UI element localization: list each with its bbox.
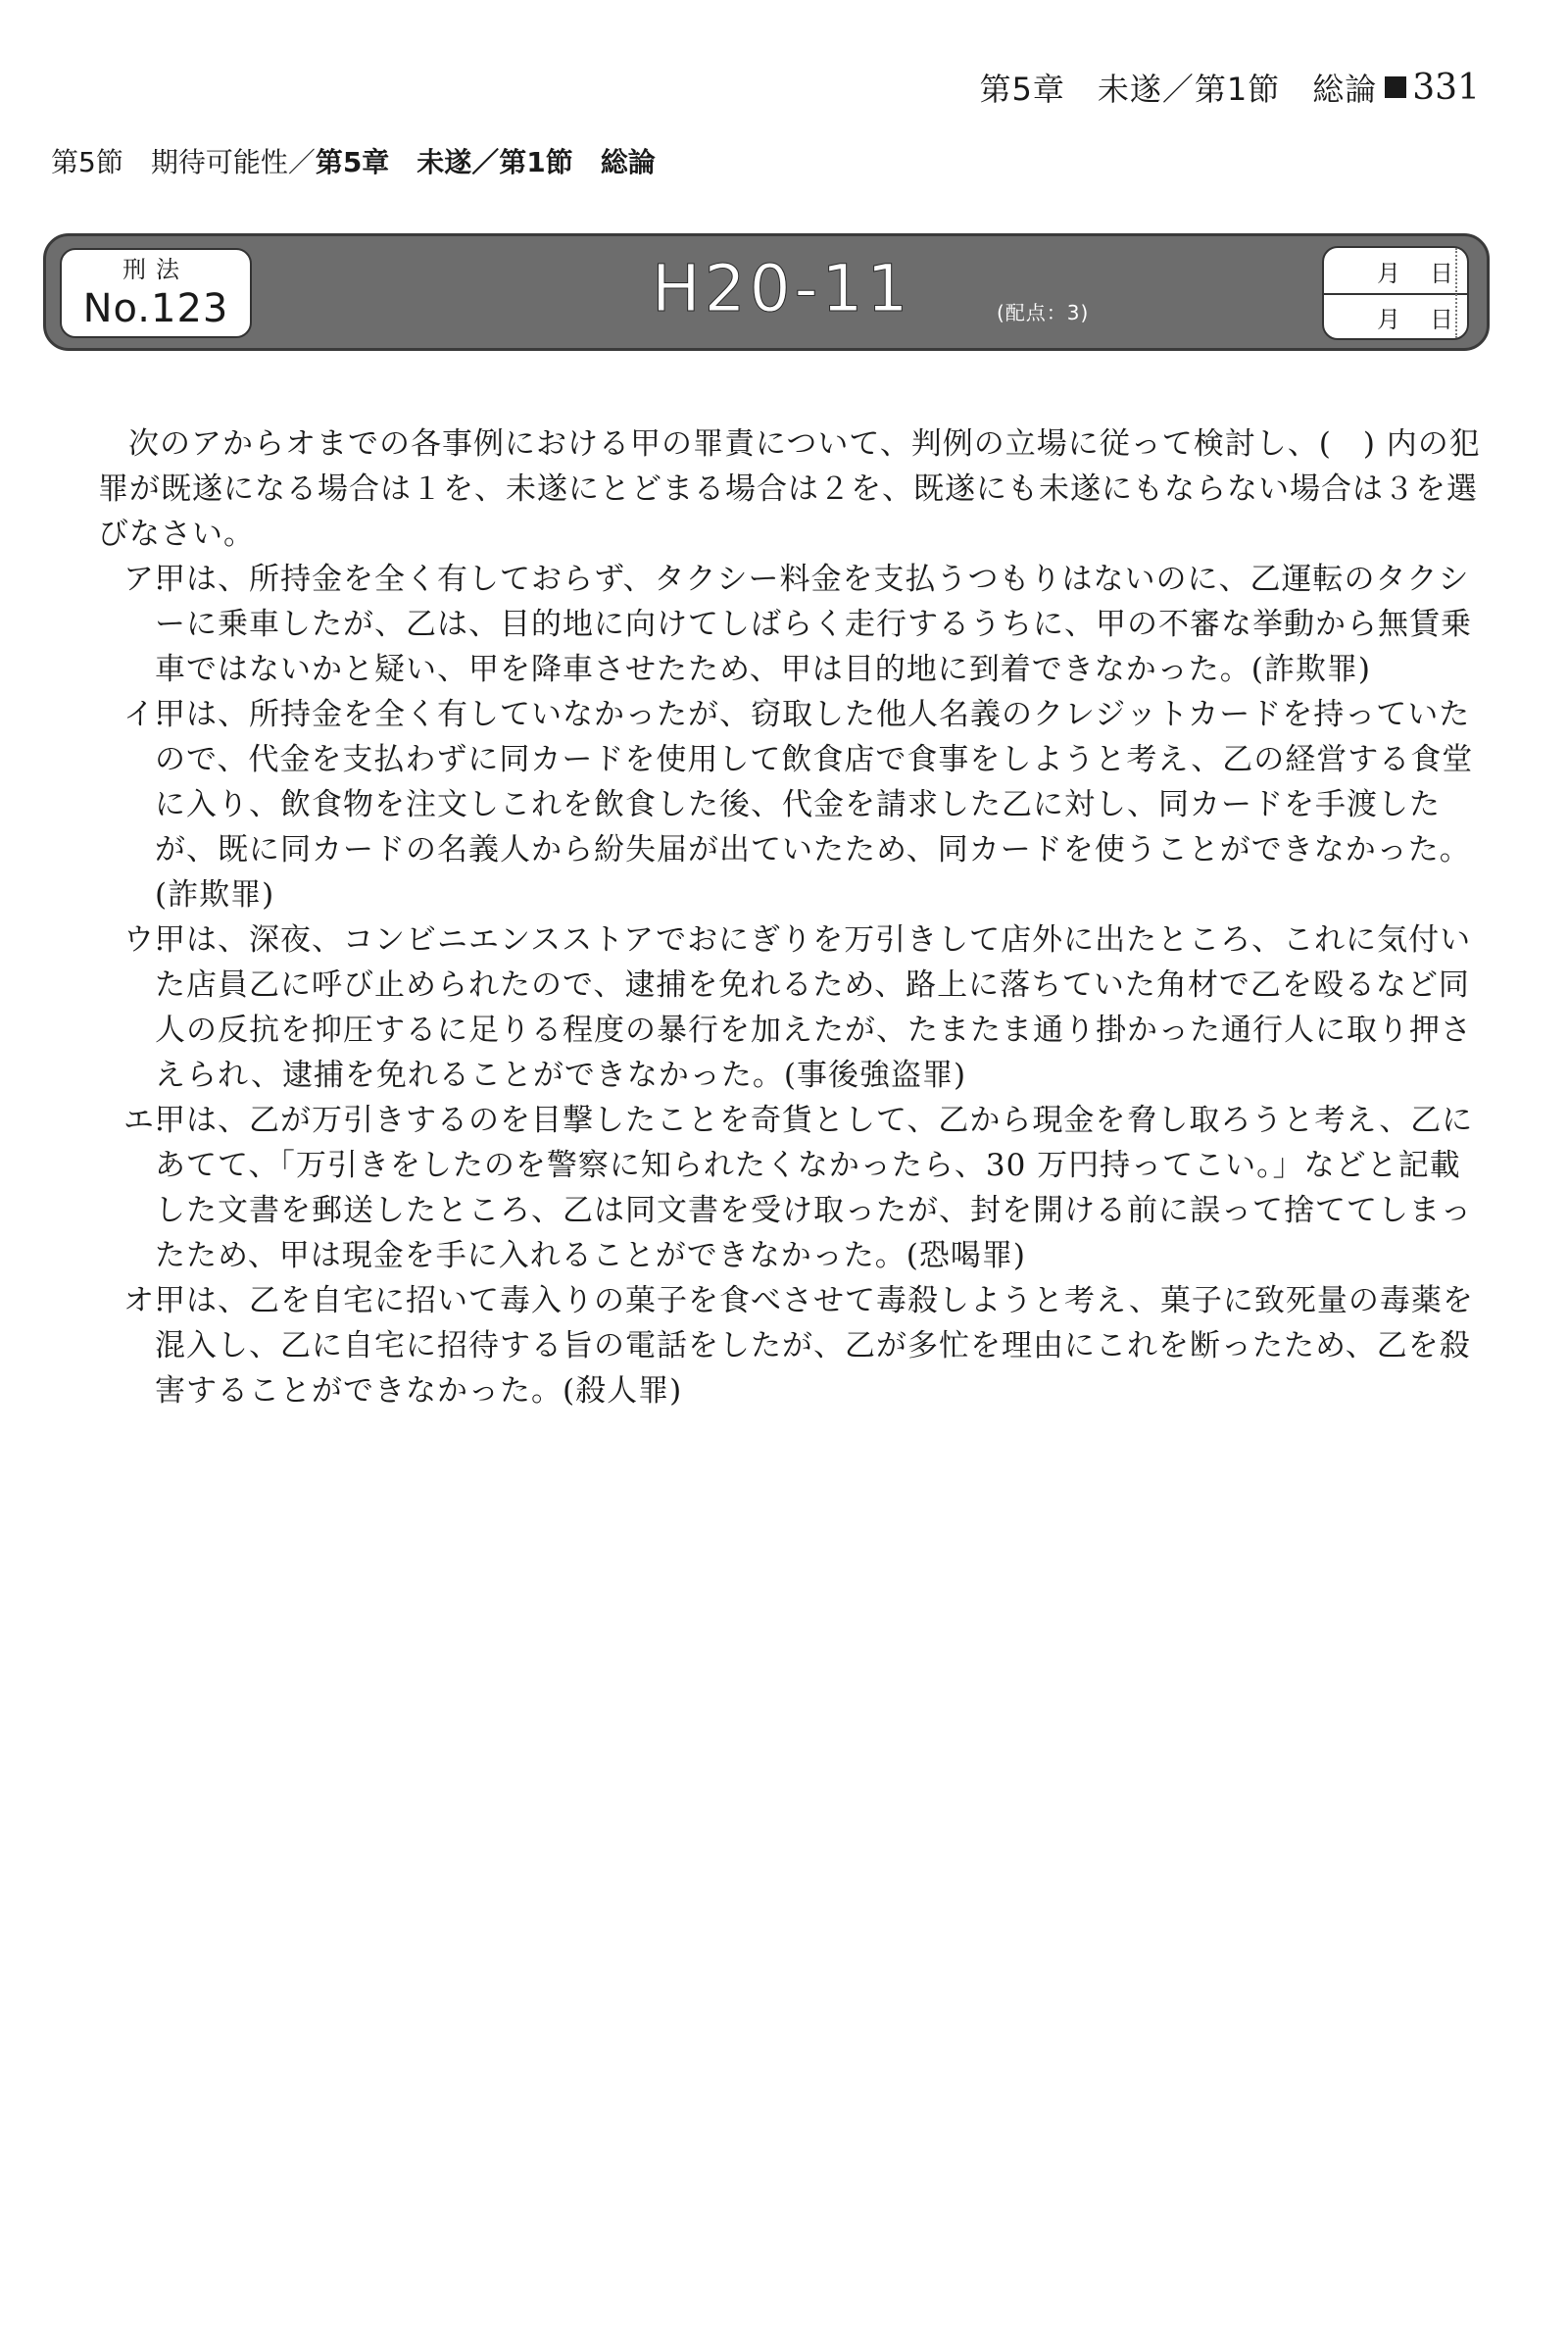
option-e	[98, 1098, 1490, 1278]
option-a	[98, 557, 1490, 692]
square-bullet-icon	[1385, 76, 1406, 98]
option-list	[98, 557, 1490, 1413]
subject-label: 刑法	[122, 256, 189, 283]
breadcrumb-section: 第5節 期待可能性／	[51, 146, 316, 178]
running-header-chapter: 第5章 未遂／第1節 総論	[979, 71, 1378, 108]
running-header	[980, 65, 1480, 110]
question-body	[98, 421, 1490, 1413]
option-text: 甲は、所持金を全く有しておらず、タクシー料金を支払うつもりはないのに、乙運転のタクシーに乗車したが、乙は、目的地に向けてしばらく走行するうちに、甲の不審な挙動から無賃乗車ではないかと疑い、甲を降車させたため、甲は目的地に到着できなかった。(詐欺罪)	[155, 562, 1472, 687]
option-text: 甲は、乙を自宅に招いて毒入りの菓子を食べさせて毒殺しようと考え、菓子に致死量の毒薬を混入し、乙に自宅に招待する旨の電話をしたが、乙が多忙を理由にこれを断ったため、乙を殺害することができなかった。(殺人罪)	[155, 1283, 1474, 1409]
question-banner	[43, 233, 1490, 351]
dotted-divider	[1455, 248, 1457, 338]
option-marker: イ.	[123, 697, 166, 732]
option-marker: ウ.	[123, 922, 166, 958]
option-i	[98, 692, 1490, 917]
question-intro: 次のアからオまでの各事例における甲の罪責について、判例の立場に従って検討し、( ) 内の犯罪が既遂になる場合は１を、未遂にとどまる場合は２を、既遂にも未遂にもならない場合は３を選びなさい。	[98, 426, 1481, 552]
option-marker: エ.	[123, 1103, 166, 1138]
points-label: (配点：3)	[997, 301, 1090, 324]
option-text: 甲は、所持金を全く有していなかったが、窃取した他人名義のクレジットカードを持っていたので、代金を支払わずに同カードを使用して飲食店で食事をしようと考え、乙の経営する食堂に入り、飲食物を注文しこれを飲食した後、代金を請求した乙に対し、同カードを手渡したが、既に同カードの名義人から紛失届が出ていたため、同カードを使うことができなかった。(詐欺罪)	[155, 697, 1474, 913]
option-marker: ア.	[123, 562, 166, 597]
exam-id: H20-11	[652, 251, 912, 326]
date-row	[1324, 248, 1467, 293]
date-month-label: 月	[1377, 305, 1400, 333]
option-text: 甲は、乙が万引きするのを目撃したことを奇貨として、乙から現金を脅し取ろうと考え、乙にあてて、「万引きをしたのを警察に知られたくなかったら、30 万円持ってこい。」などと記載した文書を郵送したところ、乙は同文書を受け取ったが、封を開ける前に誤って捨ててしまったため、甲は現金を手に入れることができなかった。(恐喝罪)	[155, 1103, 1474, 1273]
subject-box	[60, 248, 252, 338]
date-day-label: 日	[1430, 259, 1453, 287]
date-month-label: 月	[1377, 259, 1400, 287]
option-o	[98, 1278, 1490, 1413]
option-text: 甲は、深夜、コンビニエンスストアでおにぎりを万引きして店外に出たところ、これに気付いた店員乙に呼び止められたので、逮捕を免れるため、路上に落ちていた角材で乙を殴るなど同人の反抗を抑圧するに足りる程度の暴行を加えたが、たまたま通り掛かった通行人に取り押さえられ、逮捕を免れることができなかった。(事後強盗罪)	[155, 922, 1472, 1093]
study-date-box	[1322, 246, 1469, 340]
date-row	[1324, 293, 1467, 338]
breadcrumb	[51, 141, 656, 180]
option-marker: オ.	[123, 1283, 166, 1318]
date-day-label: 日	[1430, 305, 1453, 333]
option-u	[98, 917, 1490, 1098]
question-number: No.123	[82, 286, 229, 331]
page-number: 331	[1412, 67, 1480, 108]
breadcrumb-chapter: 第5章 未遂／第1節 総論	[315, 146, 656, 178]
